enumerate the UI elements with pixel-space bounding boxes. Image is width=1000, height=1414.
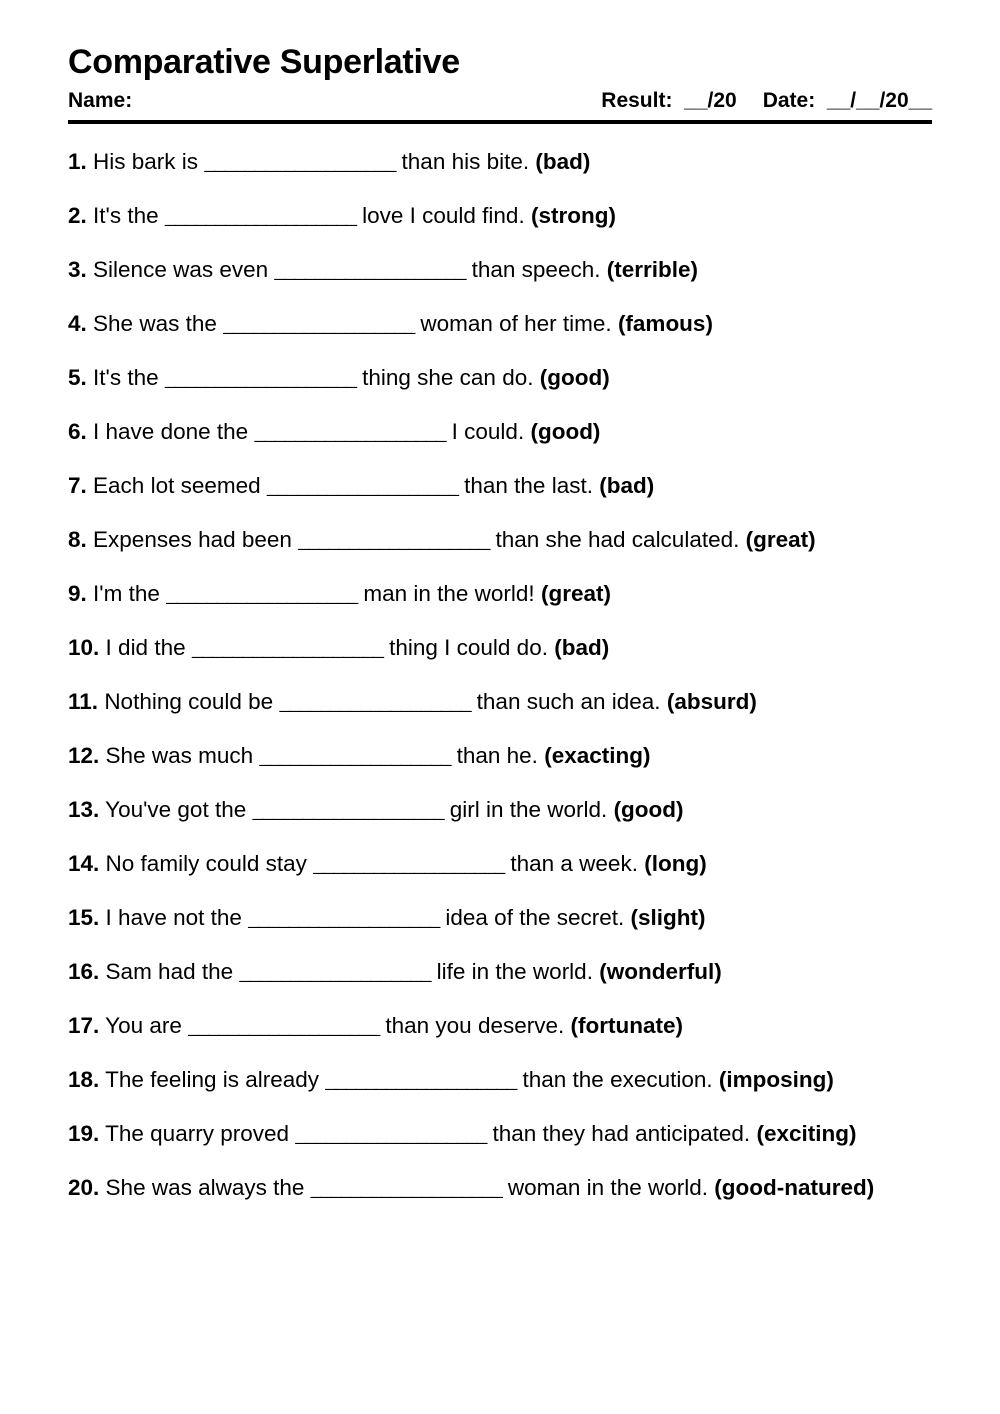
question-item: [68, 847, 932, 880]
question-spacer: [68, 1042, 932, 1063]
question-item: [68, 901, 932, 934]
question-spacer: [68, 772, 932, 793]
question-spacer: [68, 1150, 932, 1171]
question-cue-word: (good): [613, 797, 684, 822]
question-text-before: I did the: [105, 635, 186, 660]
question-cue-word: (good): [530, 419, 601, 444]
question-text-after: than such an idea.: [476, 689, 661, 714]
question-text-before: The quarry proved: [105, 1121, 289, 1146]
question-text-after: thing she can do.: [362, 365, 534, 390]
question-cue-word: (good): [539, 365, 610, 390]
question-item: [68, 631, 932, 664]
question-list: [68, 124, 932, 1204]
question-number: 5.: [68, 365, 87, 390]
answer-blank[interactable]: ___________________: [248, 905, 440, 930]
question-item: [68, 199, 932, 232]
answer-blank[interactable]: ___________________: [259, 743, 451, 768]
question-text-before: I have not the: [105, 905, 242, 930]
answer-blank[interactable]: ___________________: [204, 149, 396, 174]
question-spacer: [68, 664, 932, 685]
answer-blank[interactable]: ___________________: [191, 635, 383, 660]
question-text-before: Each lot seemed: [93, 473, 261, 498]
date-field: [763, 88, 932, 114]
question-number: 6.: [68, 419, 87, 444]
page-title: Comparative Superlative: [68, 43, 460, 81]
question-text-before: She was the: [93, 311, 217, 336]
question-cue-word: (exacting): [544, 743, 651, 768]
question-text-after: man in the world!: [363, 581, 535, 606]
question-number: 19.: [68, 1121, 100, 1146]
question-number: 13.: [68, 797, 100, 822]
question-number: 2.: [68, 203, 87, 228]
question-text-before: She was always the: [105, 1175, 305, 1200]
question-text-after: I could.: [451, 419, 525, 444]
answer-blank[interactable]: ___________________: [239, 959, 431, 984]
result-field: [601, 88, 736, 114]
question-cue-word: (bad): [599, 473, 655, 498]
question-text-after: life in the world.: [436, 959, 593, 984]
answer-blank[interactable]: ___________________: [223, 311, 415, 336]
answer-blank[interactable]: ___________________: [252, 797, 444, 822]
question-cue-word: (fortunate): [570, 1013, 683, 1038]
question-text-before: Expenses had been: [93, 527, 292, 552]
question-item: [68, 739, 932, 772]
question-number: 20.: [68, 1175, 100, 1200]
question-text-after: girl in the world.: [449, 797, 608, 822]
question-cue-word: (long): [644, 851, 707, 876]
answer-blank[interactable]: ___________________: [166, 581, 358, 606]
question-spacer: [68, 232, 932, 253]
question-spacer: [68, 1096, 932, 1117]
question-spacer: [68, 988, 932, 1009]
question-text-before: Nothing could be: [104, 689, 274, 714]
question-item: [68, 793, 932, 826]
question-number: 11.: [68, 689, 99, 714]
question-text-before: It's the: [93, 365, 159, 390]
question-text-before: You've got the: [105, 797, 247, 822]
question-text-after: than he.: [456, 743, 538, 768]
answer-blank[interactable]: ___________________: [188, 1013, 380, 1038]
question-cue-word: (wonderful): [599, 959, 722, 984]
answer-blank[interactable]: ___________________: [274, 257, 466, 282]
question-text-after: than you deserve.: [385, 1013, 565, 1038]
question-text-after: woman in the world.: [507, 1175, 708, 1200]
question-spacer: [68, 286, 932, 307]
worksheet-sheet: [68, 42, 932, 1204]
question-text-before: Silence was even: [93, 257, 269, 282]
question-number: 1.: [68, 149, 87, 174]
question-item: [68, 145, 932, 178]
question-item: [68, 253, 932, 286]
question-cue-word: (strong): [530, 203, 616, 228]
question-item: [68, 1009, 932, 1042]
question-text-after: than his bite.: [401, 149, 530, 174]
question-text-before: She was much: [105, 743, 254, 768]
date-value: __/__/20__: [826, 89, 932, 112]
result-value: __/20: [684, 89, 737, 112]
question-text-before: No family could stay: [105, 851, 307, 876]
question-item: [68, 415, 932, 448]
meta-right-group: [601, 88, 932, 114]
question-item: [68, 1117, 932, 1150]
question-item: [68, 685, 932, 718]
question-item: [68, 523, 932, 556]
question-text-after: thing I could do.: [389, 635, 548, 660]
question-text-after: idea of the secret.: [445, 905, 625, 930]
question-spacer: [68, 718, 932, 739]
question-number: 3.: [68, 257, 87, 282]
question-spacer: [68, 826, 932, 847]
question-text-after: than she had calculated.: [495, 527, 740, 552]
result-label: Result:: [601, 89, 673, 112]
question-item: [68, 361, 932, 394]
question-cue-word: (great): [745, 527, 816, 552]
date-label: Date:: [762, 89, 816, 112]
question-cue-word: (great): [540, 581, 611, 606]
answer-blank[interactable]: ___________________: [164, 203, 356, 228]
question-cue-word: (bad): [535, 149, 591, 174]
question-cue-word: (good-natured): [714, 1175, 875, 1200]
question-spacer: [68, 610, 932, 631]
question-number: 12.: [68, 743, 100, 768]
question-spacer: [68, 556, 932, 577]
question-cue-word: (terrible): [606, 257, 699, 282]
answer-blank[interactable]: ___________________: [295, 1121, 487, 1146]
question-item: [68, 469, 932, 502]
question-text-before: The feeling is already: [105, 1067, 320, 1092]
question-text-before: I have done the: [93, 419, 249, 444]
question-item: [68, 1171, 932, 1204]
question-number: 18.: [68, 1067, 100, 1092]
question-text-after: than the execution.: [522, 1067, 713, 1092]
answer-blank[interactable]: ___________________: [298, 527, 490, 552]
question-number: 4.: [68, 311, 87, 336]
question-number: 10.: [68, 635, 100, 660]
question-text-before: You are: [105, 1013, 182, 1038]
question-spacer: [68, 448, 932, 469]
question-text-before: It's the: [93, 203, 159, 228]
answer-blank[interactable]: ___________________: [313, 851, 505, 876]
answer-blank[interactable]: ___________________: [325, 1067, 517, 1092]
question-spacer: [68, 502, 932, 523]
answer-blank[interactable]: ___________________: [279, 689, 471, 714]
question-text-after: woman of her time.: [420, 311, 612, 336]
question-number: 7.: [68, 473, 87, 498]
question-text-after: love I could find.: [362, 203, 525, 228]
question-cue-word: (slight): [630, 905, 706, 930]
question-number: 16.: [68, 959, 100, 984]
question-number: 8.: [68, 527, 87, 552]
question-text-after: than they had anticipated.: [492, 1121, 751, 1146]
answer-blank[interactable]: ___________________: [164, 365, 356, 390]
question-text-after: than speech.: [471, 257, 601, 282]
question-text-after: than a week.: [510, 851, 638, 876]
question-cue-word: (absurd): [666, 689, 757, 714]
question-spacer: [68, 124, 932, 145]
answer-blank[interactable]: ___________________: [266, 473, 458, 498]
question-number: 14.: [68, 851, 100, 876]
worksheet-meta-row: [68, 88, 932, 120]
question-text-before: His bark is: [93, 149, 199, 174]
answer-blank[interactable]: ___________________: [254, 419, 446, 444]
question-text-after: than the last.: [464, 473, 593, 498]
question-spacer: [68, 880, 932, 901]
question-spacer: [68, 178, 932, 199]
question-cue-word: (exciting): [756, 1121, 857, 1146]
question-item: [68, 577, 932, 610]
question-cue-word: (famous): [617, 311, 713, 336]
question-text-before: Sam had the: [105, 959, 234, 984]
question-text-before: I'm the: [93, 581, 160, 606]
question-cue-word: (imposing): [718, 1067, 834, 1092]
question-item: [68, 955, 932, 988]
question-cue-word: (bad): [554, 635, 610, 660]
question-item: [68, 307, 932, 340]
question-item: [68, 1063, 932, 1096]
answer-blank[interactable]: ___________________: [310, 1175, 502, 1200]
name-label: Name:: [68, 89, 133, 112]
question-number: 17.: [68, 1013, 100, 1038]
question-spacer: [68, 934, 932, 955]
question-spacer: [68, 394, 932, 415]
question-spacer: [68, 340, 932, 361]
question-number: 9.: [68, 581, 87, 606]
question-number: 15.: [68, 905, 100, 930]
